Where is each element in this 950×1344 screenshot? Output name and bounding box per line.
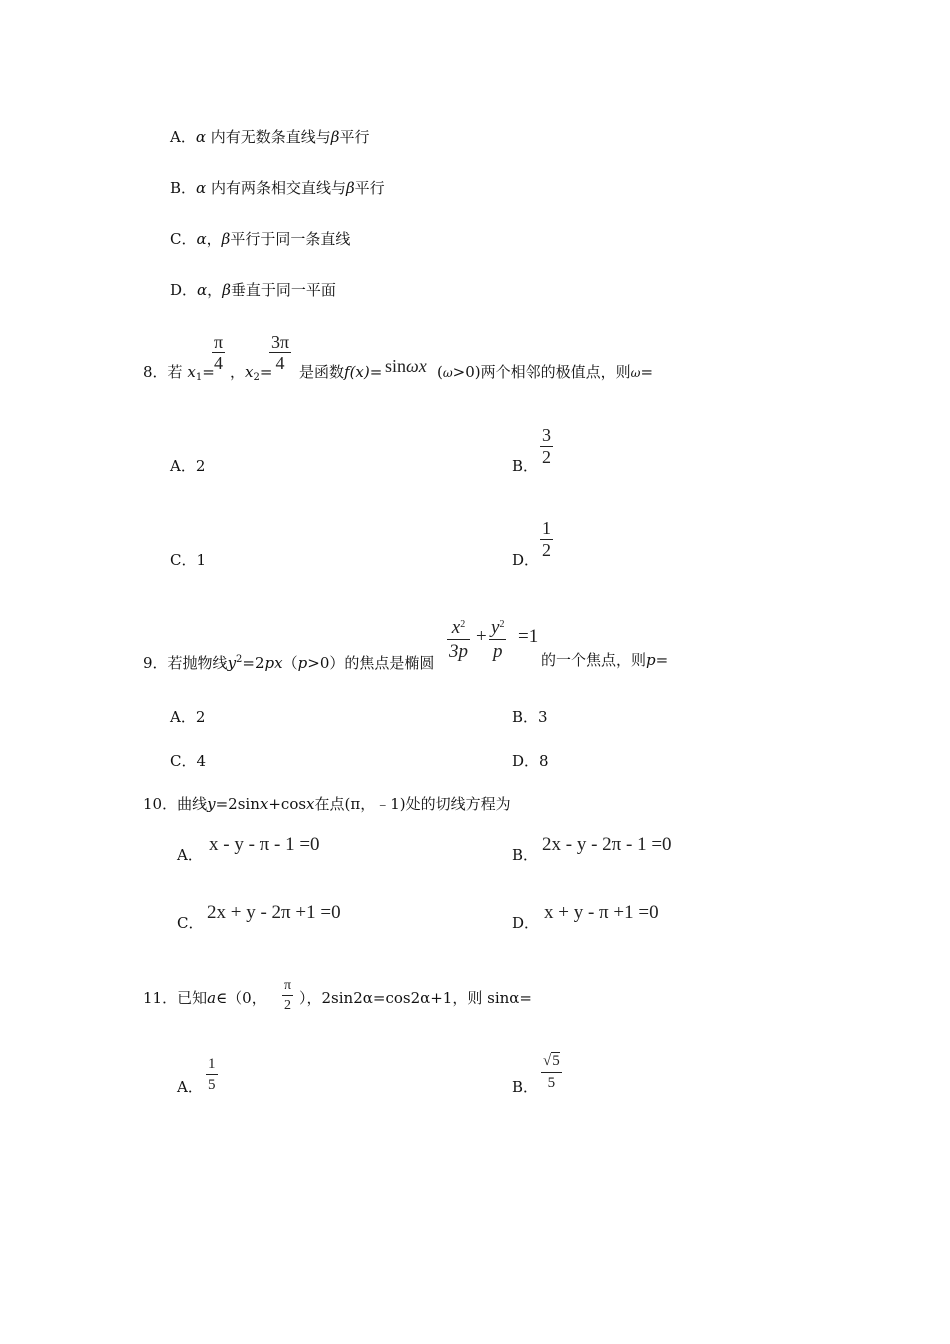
q9-equals-one: =1 xyxy=(518,626,539,647)
q8-stem-mid: 是函数f(x)= xyxy=(299,363,383,381)
q9-ellipse-term-x: $\frac{x^2}{3p}$ xyxy=(447,613,470,663)
q9-option-a: A．2 xyxy=(170,708,206,726)
q8-option-b: B． xyxy=(512,457,539,475)
q8-sin-omega-x: sinωx xyxy=(385,356,427,376)
q8-option-d-fraction: $\frac{1}{2}$ xyxy=(542,518,551,560)
q10-option-c-letter: C． xyxy=(177,914,204,932)
q9-option-c: C．4 xyxy=(170,752,207,770)
q10-stem: 10．曲线y=2sinx+cosx在点(π，﹣1)处的切线方程为 xyxy=(143,795,511,813)
q11-stem-end: ），2sin2α=cos2α+1，则 sinα= xyxy=(299,989,532,1007)
q11-fraction-pi-over-2: $\frac{\pi}{2}$ xyxy=(284,978,292,1013)
q9-stem-end: 的一个焦点，则p= xyxy=(541,651,669,669)
q10-option-b-letter: B． xyxy=(512,846,539,864)
q8-stem-end: (ω>0)两个相邻的极值点，则ω= xyxy=(437,363,654,381)
q11-option-b-fraction: $\frac{√5}{5}$ xyxy=(543,1053,560,1091)
q8-option-d: D． xyxy=(512,551,540,569)
q8-option-b-fraction: $\frac{3}{2}$ xyxy=(542,425,551,467)
q8-x2: ，$x_2=$ xyxy=(230,363,273,383)
q10-option-c-expression: 2x + y - 2π +1 =0 xyxy=(207,902,341,923)
q9-plus-sign: + xyxy=(476,626,487,647)
q10-option-b-expression: 2x - y - 2π - 1 =0 xyxy=(542,834,672,855)
q7-option-b: B．α 内有两条相交直线与β平行 xyxy=(170,179,385,197)
q8-fraction-pi-over-4: $\frac{\pi}{4}$ xyxy=(214,332,224,373)
q11-option-a-letter: A． xyxy=(177,1078,203,1096)
q11-stem-start: 11．已知a∈（0， xyxy=(143,989,267,1007)
q9-stem-start: 9．若抛物线$y^2=2px(p>0)$的焦点是椭圆 xyxy=(143,654,435,672)
q9-ellipse-term-y: $\frac{y^2}{p}$ xyxy=(489,613,506,663)
q9-option-b: B．3 xyxy=(512,708,548,726)
q8-stem-start: 8．若 $x_1=$ xyxy=(143,363,215,383)
q8-option-c: C．1 xyxy=(170,551,207,569)
q10-option-a-expression: x - y - π - 1 =0 xyxy=(209,834,320,855)
q11-option-a-fraction: $\frac{1}{5}$ xyxy=(208,1056,216,1093)
q7-option-a: A．α 内有无数条直线与β平行 xyxy=(170,128,370,146)
q9-option-d: D．8 xyxy=(512,752,549,770)
q7-option-c: C．α，β平行于同一条直线 xyxy=(170,230,351,248)
q8-option-a: A．2 xyxy=(170,457,206,475)
q10-option-d-letter: D． xyxy=(512,914,540,932)
q7-option-d: D．α，β垂直于同一平面 xyxy=(170,281,336,299)
q8-fraction-3pi-over-4: $\frac{3\pi}{4}$ xyxy=(271,332,290,373)
q11-option-b-letter: B． xyxy=(512,1078,539,1096)
q10-option-d-expression: x + y - π +1 =0 xyxy=(544,902,659,923)
sqrt-icon: √ xyxy=(543,1053,552,1069)
q10-option-a-letter: A． xyxy=(177,846,203,864)
